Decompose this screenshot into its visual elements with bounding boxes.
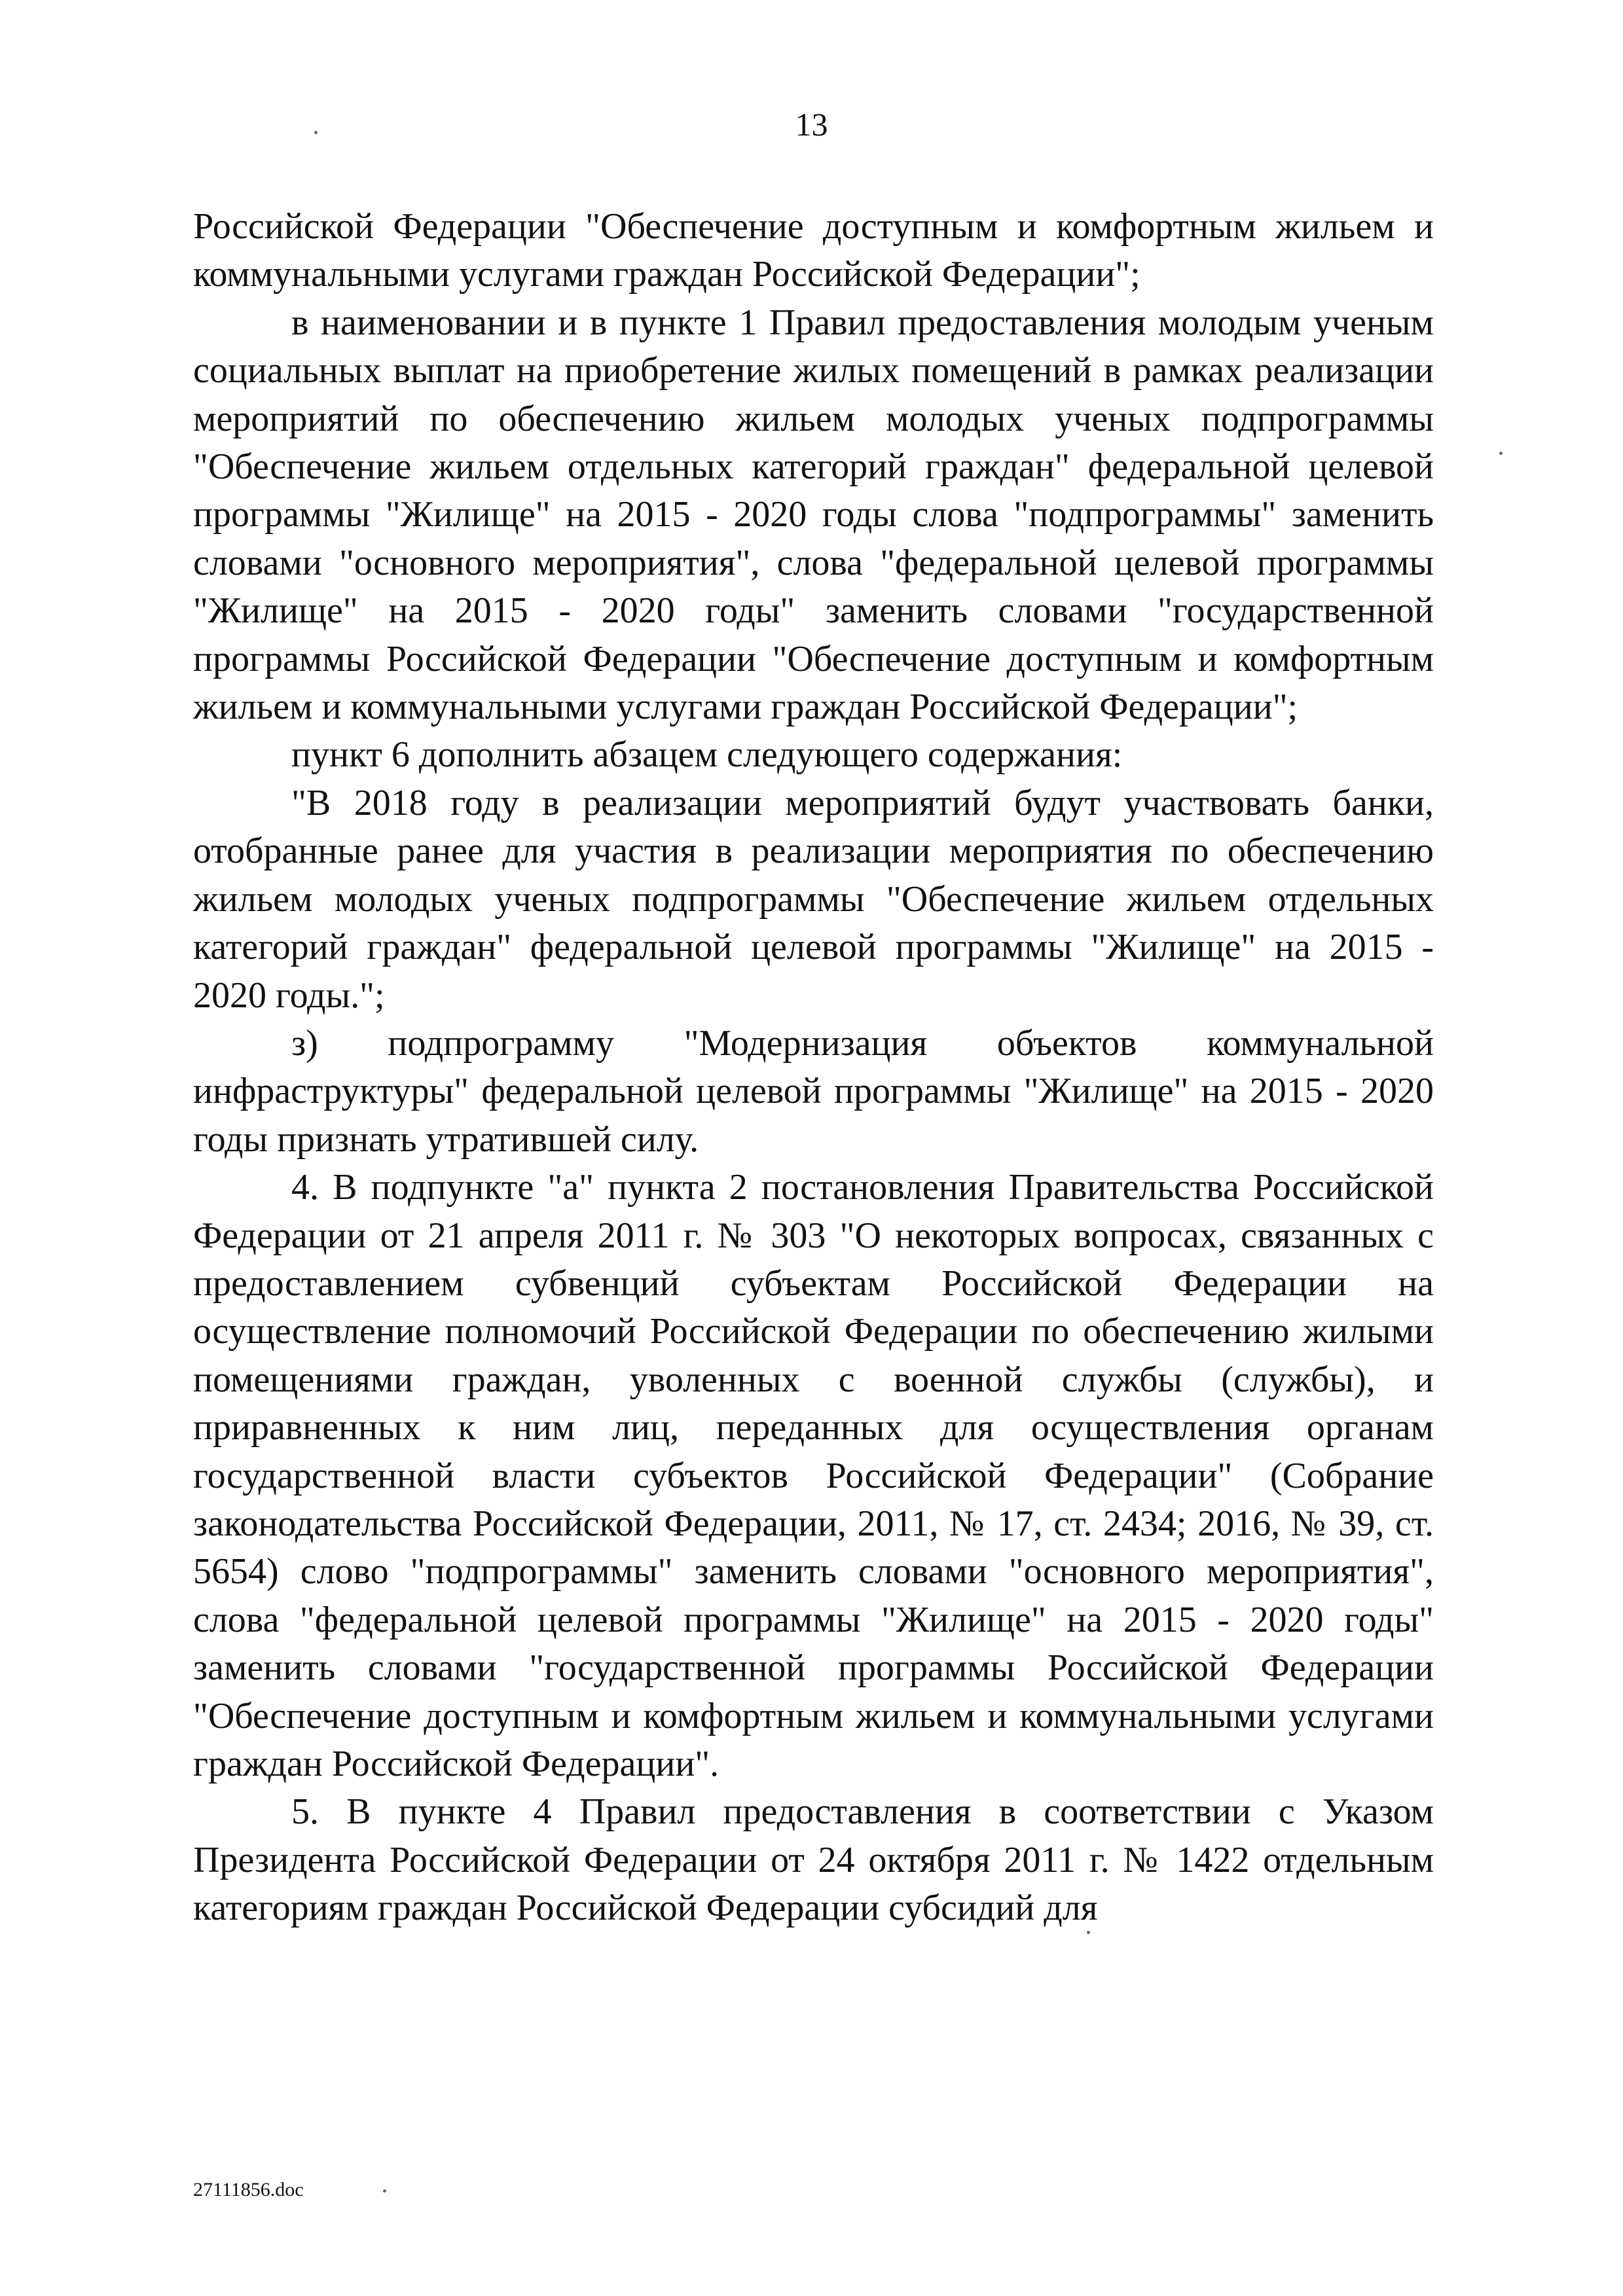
document-body bbox=[193, 203, 1434, 1933]
paragraph-1: Российской Федерации "Обеспечение доступным и комфортным жильем и коммунальными услугами граждан Российской Федерации"; bbox=[193, 206, 1434, 295]
page-number: 13 bbox=[795, 106, 828, 143]
paragraph-7: 5. В пункте 4 Правил предоставления в соответствии с Указом Президента Российской Федерации от 24 октября 2011 г. № 1422 отдельным категориям граждан Российской Федерации субсидий для bbox=[193, 1791, 1434, 1929]
paragraph-5: з) подпрограмму "Модернизация объектов коммунальной инфраструктуры" федеральной целевой программы "Жилище" на 2015 - 2020 годы признать утратившей силу. bbox=[193, 1022, 1434, 1160]
paragraph-6: 4. В подпункте "а" пункта 2 постановления Правительства Российской Федерации от 21 апреля 2011 г. № 303 "О некоторых вопросах, связанных с предоставлением субвенций субъектам Российской Федерации на осуществление полномочий Российской Федерации по обеспечению жилыми помещениями граждан, уволенных с военной службы (службы), и приравненных к ним лиц, переданных для осуществления органам государственной власти субъектов Российской Федерации" (Собрание законодательства Российской Федерации, 2011, № 17, ст. 2434; 2016, № 39, ст. 5654) слово "подпрограммы" заменить словами "основного мероприятия", слова "федеральной целевой программы "Жилище" на 2015 - 2020 годы" заменить словами "государственной программы Российской Федерации "Обеспечение доступным и комфортным жильем и коммунальными услугами граждан Российской Федерации". bbox=[193, 1167, 1434, 1784]
scan-speck bbox=[1087, 1931, 1090, 1934]
scan-speck bbox=[314, 131, 318, 134]
paragraph-2: в наименовании и в пункте 1 Правил предоставления молодым ученым социальных выплат на приобретение жилых помещений в рамках реализации мероприятий по обеспечению жильем молодых ученых подпрограммы "Обеспечение жильем отдельных категорий граждан" федеральной целевой программы "Жилище" на 2015 - 2020 годы слова "подпрограммы" заменить словами "основного мероприятия", слова "федеральной целевой программы "Жилище" на 2015 - 2020 годы" заменить словами "государственной программы Российской Федерации "Обеспечение доступным и комфортным жильем и коммунальными услугами граждан Российской Федерации"; bbox=[193, 302, 1434, 728]
scan-speck bbox=[383, 2189, 386, 2193]
paragraph-3: пункт 6 дополнить абзацем следующего содержания: bbox=[291, 734, 1123, 776]
document-filename: 27111856.doc bbox=[193, 2179, 304, 2200]
paragraph-4: "В 2018 году в реализации мероприятий будут участвовать банки, отобранные ранее для участия в реализации мероприятия по обеспечению жильем молодых ученых подпрограммы "Обеспечение жильем отдельных категорий граждан" федеральной целевой программы "Жилище" на 2015 - 2020 годы."; bbox=[193, 782, 1434, 1016]
scan-speck bbox=[1499, 452, 1503, 455]
